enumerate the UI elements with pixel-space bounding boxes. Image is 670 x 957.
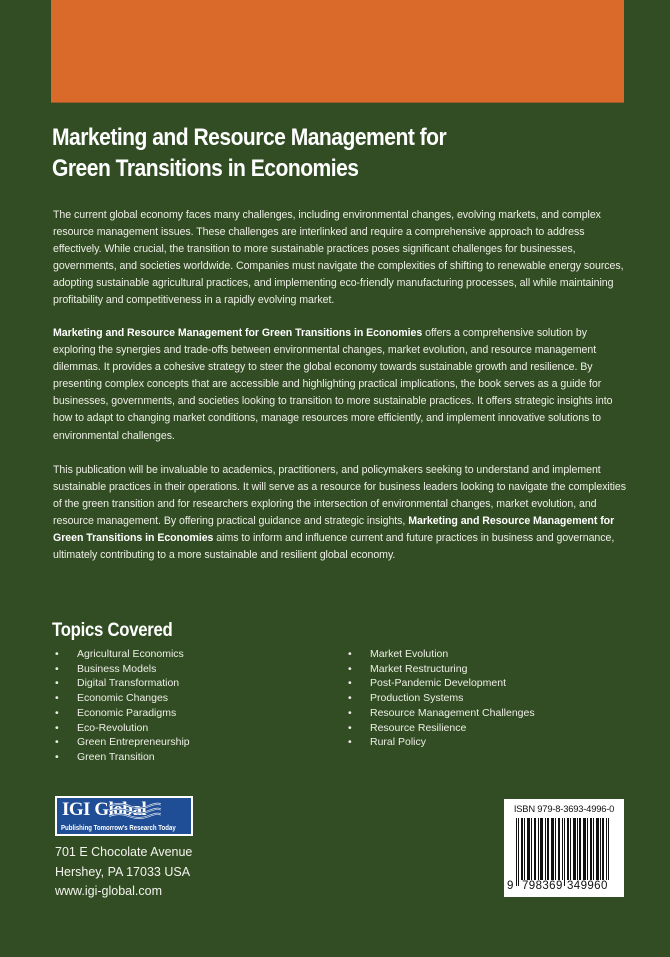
bullet-icon: • [348,736,352,749]
barcode-digit-first: 9 [507,880,514,892]
bullet-icon: • [55,692,59,705]
topic-item: • Business Models [55,662,157,675]
book-title-line-1: Marketing and Resource Management for [52,124,447,151]
isbn-barcode [504,799,624,897]
topics-list-left [53,647,190,765]
description-paragraph-3-end: aims to inform and influence current and future practices in business and governance, ultimately contributing to a more sustainable and resilient global economy. [53,532,615,562]
description-paragraph-3-start: This publication will be invaluable to academics, practitioners, and policymakers seeking to understand and implement sustainable practices in their operations. It will serve as a resource for business leaders looking to navigate the complexities of the green transition and for researchers exploring the intersection of environmental changes, market evolution, and resource management. By offering practical guidance and strategic insights, [53,464,627,528]
topic-item: • Market Evolution [348,648,449,660]
bullet-icon: • [55,750,59,763]
address-city: Hershey, PA 17033 USA [55,864,191,879]
publisher-website-link[interactable]: www.igi-global.com [55,884,162,898]
bullet-icon: • [55,736,59,749]
book-title-line-2: Green Transitions in Economies [52,155,359,182]
topic-item: • Eco-Revolution [55,721,149,734]
bullet-icon: • [348,648,352,660]
topic-item: • Resource Resilience [348,721,467,734]
cover-accent-block [51,0,624,103]
bullet-icon: • [348,692,352,705]
barcode-icon [514,818,616,888]
topic-item: • Economic Paradigms [55,706,177,719]
publisher-logo-tagline: Publishing Tomorrow's Research Today [61,823,176,832]
book-title-emphasis: Marketing and Resource Management for Green Transitions in Economies [53,515,615,545]
topic-item: • Resource Management Challenges [348,706,535,719]
bullet-icon: • [348,721,352,734]
description-paragraph-2 [53,325,628,445]
bullet-icon: • [55,662,59,675]
description-paragraph-1: The current global economy faces many challenges, including environmental changes, evolving markets, and complex resource management issues. These challenges are interlinked and require a comprehensive approach to address effectively. While crucial, the transition to more sustainable practices poses significant challenges for businesses, governments, and societies worldwide. Companies must navigate the complexities of shifting to renewable energy sources, adopting sustainable agricultural practices, and implementing eco-friendly manufacturing processes, all while maintaining profitability and competitiveness in a rapidly evolving market. [53,209,624,307]
bullet-icon: • [55,648,59,660]
topic-item: • Digital Transformation [55,677,180,690]
topic-item: • Economic Changes [55,692,169,705]
topic-item: • Green Transition [55,750,155,763]
bullet-icon: • [55,677,59,690]
isbn-label: ISBN 979-8-3693-4996-0 [513,803,615,814]
topic-item: • Market Restructuring [348,662,468,675]
bullet-icon: • [55,721,59,734]
topic-item: • Agricultural Economics [55,648,184,660]
bullet-icon: • [348,677,352,690]
description-paragraph-2-text: offers a comprehensive solution by exploring the synergies and trade-offs between environmental changes, market evolution, and resource management dilemmas. It provides a cohesive strategy to steer the global economy towards sustainable growth and resilience. By presenting complex concepts that are accessible and highlighting practical implications, the book serves as a guide for businesses, governments, and societies looking to transition to more sustainable practices. It offers strategic insights into how to adapt to changing market conditions, manage resources more efficiently, and implement innovative solutions to environmental challenges. [53,327,613,442]
topic-item: • Production Systems [348,692,464,705]
book-title-emphasis: Marketing and Resource Management for Green Transitions in Economies [53,327,423,339]
topic-item: • Green Entrepreneurship [55,736,190,749]
topics-heading: Topics Covered [52,620,173,641]
description-paragraph-3 [53,462,628,565]
barcode-digits-group-2: 349960 [567,880,608,892]
book-title [52,122,637,184]
publisher-logo-waves-icon [109,800,161,826]
topic-item: • Post-Pandemic Development [348,677,506,690]
bullet-icon: • [348,662,352,675]
publisher-address [55,843,192,902]
bullet-icon: • [55,706,59,719]
barcode-digits-group-1: 798369 [522,880,563,892]
topics-list-right [346,647,535,750]
bullet-icon: • [348,706,352,719]
address-street: 701 E Chocolate Avenue [55,845,193,859]
topic-item: • Rural Policy [348,736,427,749]
publisher-logo-name: IGI Global [62,799,147,820]
